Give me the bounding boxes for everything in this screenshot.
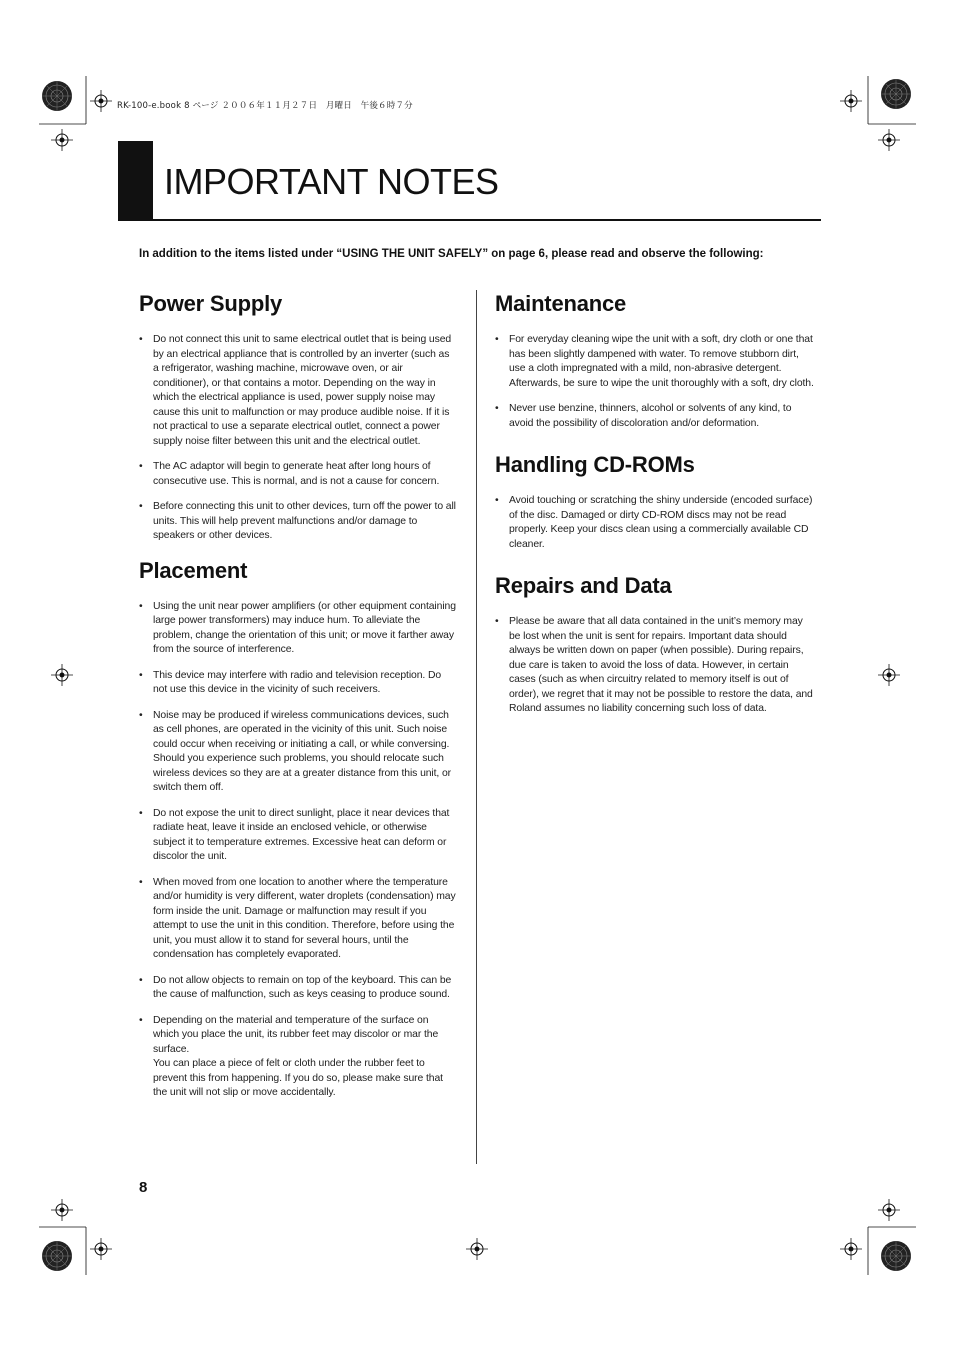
bullet-marker: • [495, 616, 499, 627]
list-item-text: Do not expose the unit to direct sunlight, place it near devices that radiate heat, leave it inside an enclosed vehicle, or otherwise subject it to temperature extremes. Excessive heat can deform or discolor the unit. [153, 807, 450, 862]
list-item-text: This device may interfere with radio and television reception. Do not use this device in the vicinity of such receivers. [153, 669, 442, 695]
list-item-text: Using the unit near power amplifiers (or other equipment containing large power transformers) may induce hum. To alleviate the problem, change the orientation of this unit; or move it farther away from the source of interference. [153, 600, 456, 655]
list-item [495, 494, 815, 552]
list-item [139, 876, 457, 963]
list-item-text: Avoid touching or scratching the shiny underside (encoded surface) of the disc. Damaged or dirty CD-ROM discs may not be read properly. Keep your discs clean using a commercially available CD cleaner. [509, 495, 813, 550]
bullet-marker: • [139, 876, 143, 888]
bullet-marker: • [139, 974, 143, 986]
bullet-marker: • [139, 600, 143, 612]
list-item [139, 1014, 457, 1101]
list-item-text: For everyday cleaning wipe the unit with a soft, dry cloth or one that has been slightly dampened with water. To remove stubborn dirt, use a cloth impregnated with a mild, non-abrasive detergent. Afterwards, be sure to wipe the unit thoroughly with a soft, dry cloth. [509, 334, 814, 389]
list-item-text: The AC adaptor will begin to generate heat after long hours of consecutive use. This is normal, and is not a cause for concern. [153, 461, 440, 487]
bullet-marker: • [495, 495, 499, 506]
bullet-marker: • [139, 461, 143, 472]
print-header: RK-100-e.book 8 ページ ２００６年１１月２７日 月曜日 午後６時７分 [117, 101, 413, 111]
bullet-marker: • [495, 403, 499, 414]
bullet-marker: • [139, 1014, 143, 1026]
list-item [139, 669, 457, 698]
bullet-marker: • [139, 334, 143, 345]
list-placement [139, 600, 457, 1101]
section-heading-placement: Placement [139, 557, 248, 583]
list-item-text: Before connecting this unit to other devices, turn off the power to all units. This will help prevent malfunctions and/or damage to speakers or other devices. [153, 501, 456, 541]
list-cdroms [495, 494, 815, 552]
list-item-text: Noise may be produced if wireless communications devices, such as cell phones, are operated in the vicinity of this unit. Such noise could occur when receiving or initiating a call, or while conversing. Should you experience such problems, you should relocate such wireless devices so they are at a greater distance from this unit, or switch them off. [153, 709, 452, 793]
list-maintenance [495, 333, 815, 431]
list-item-text: Depending on the material and temperature of the surface on which you place the unit, its rubber feet may discolor or mar the surface. You can place a piece of felt or cloth under the rubber feet to prevent this from happening. If you do so, please make sure that the unit will not slip or move accidentally. [153, 1014, 443, 1098]
left-column [139, 289, 457, 1101]
title-block [118, 141, 821, 221]
list-item [139, 333, 457, 449]
section-heading-maintenance: Maintenance [495, 291, 627, 316]
bullet-marker: • [139, 501, 143, 512]
column-divider [476, 290, 477, 1164]
list-repairs [495, 615, 815, 717]
list-item-text: When moved from one location to another where the temperature and/or humidity is very different, water droplets (condensation) may form inside the unit. Damage or malfunction may result if you attempt to use the unit in this condition. Therefore, before using the unit, you must allow it to stand for several hours, until the condensation has completely evaporated. [153, 876, 456, 960]
right-column [495, 289, 815, 717]
page-title: IMPORTANT NOTES [164, 161, 499, 202]
title-bar [118, 141, 153, 219]
list-item [139, 460, 457, 489]
bullet-marker: • [495, 334, 499, 345]
list-item-text: Never use benzine, thinners, alcohol or solvents of any kind, to avoid the possibility of discoloration and/or deformation. [509, 403, 792, 429]
list-item [139, 974, 457, 1003]
bullet-marker: • [139, 709, 143, 721]
list-item [495, 333, 815, 391]
page-number: 8 [139, 1179, 148, 1196]
intro-text: In addition to the items listed under “USING THE UNIT SAFELY” on page 6, please read and observe the following: [139, 248, 764, 260]
list-item [495, 615, 815, 717]
list-item [139, 709, 457, 796]
list-item [139, 500, 457, 544]
list-item-text: Do not allow objects to remain on top of the keyboard. This can be the cause of malfunction, such as keys ceasing to produce sound. [153, 974, 452, 1000]
list-power-supply [139, 333, 457, 544]
bullet-marker: • [139, 669, 143, 681]
section-heading-repairs: Repairs and Data [495, 573, 672, 598]
list-item-text: Please be aware that all data contained in the unit’s memory may be lost when the unit is sent for repairs. Important data should always be written down on paper (when possible). During repairs, due care is taken to avoid the loss of data. However, in certain cases (such as when circuitry related to memory itself is out of order), we regret that it may not be possible to restore the data, and Roland assumes no liability concerning such loss of data. [509, 616, 813, 714]
bullet-marker: • [139, 807, 143, 819]
section-heading-cdroms: Handling CD-ROMs [495, 452, 695, 477]
list-item [139, 807, 457, 865]
list-item [139, 600, 457, 658]
section-heading-power-supply: Power Supply [139, 291, 283, 316]
list-item-text: Do not connect this unit to same electrical outlet that is being used by an electrical appliance that is controlled by an inverter (such as a refrigerator, washing machine, microwave oven, or air conditioner), or that contains a motor. Depending on the way in which the electrical appliance is used, power supply noise may cause this unit to malfunction or may produce audible noise. If it is not practical to use a separate electrical outlet, connect a power supply noise filter between this unit and the electrical outlet. [153, 334, 452, 447]
list-item [495, 402, 815, 431]
